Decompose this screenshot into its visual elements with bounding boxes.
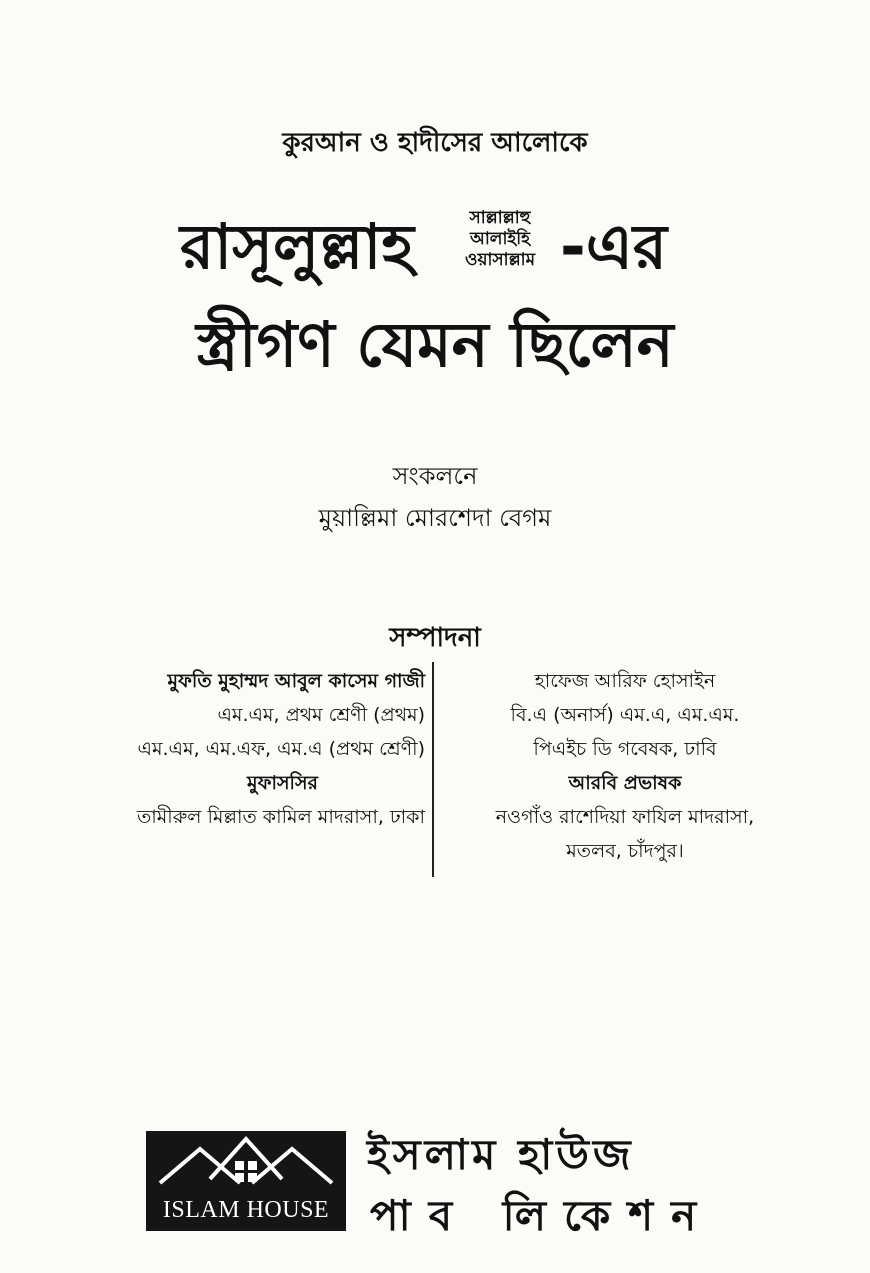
column-divider [432,662,434,877]
left-editor-block [30,664,425,834]
right-editor-institution-2: মতলব, চাঁদপুর। [566,840,684,862]
publisher-name-line-1: ইসলাম হাউজ [367,1130,635,1179]
title-line-1-suffix: -এর [560,210,668,283]
subtitle: কুরআন ও হাদীসের আলোকে [282,128,588,158]
right-editor-name: হাফেজ আরিফ হোসাইন [534,670,716,692]
left-editor-title: মুফাসসির [247,772,318,794]
title-line-2: স্ত্রীগণ যেমন ছিলেন [196,308,674,381]
honorific-line: আলাইহি [469,229,531,249]
publisher-logo [146,1131,346,1231]
honorific-line: সাল্লাল্লাহু [469,208,531,228]
left-editor-name: মুফতি মুহাম্মদ আবুল কাসেম গাজী [167,670,425,692]
right-editor-institution-1: নওগাঁও রাশেদিয়া ফাযিল মাদরাসা, [495,806,755,828]
compiler-name: মুয়াল্লিমা মোরশেদা বেগম [318,504,552,532]
editing-label: সম্পাদনা [389,623,481,653]
honorific-line: ওয়াসাল্লাম [464,250,536,270]
left-editor-degree-1: এম.এম, প্রথম শ্রেণী (প্রথম) [217,704,425,726]
compiled-by-label: সংকলনে [392,462,478,490]
right-editor-title: আরবি প্রভাষক [568,772,682,794]
publisher-name-line-2: পাব লিকেশন [370,1191,715,1240]
left-editor-degree-2: এম.এম, এম.এফ, এম.এ (প্রথম শ্রেণী) [137,738,425,760]
logo-text: ISLAM HOUSE [162,1197,330,1223]
honorific-block [425,208,575,271]
right-editor-block [445,664,805,868]
title-line-1: রাসূলুল্লাহ [180,210,414,283]
right-editor-degree-2: পিএইচ ডি গবেষক, ঢাবি [533,738,717,760]
right-editor-degree-1: বি.এ (অনার্স) এম.এ, এম.এম. [510,704,740,726]
left-editor-institution: তামীরুল মিল্লাত কামিল মাদরাসা, ঢাকা [136,806,425,828]
